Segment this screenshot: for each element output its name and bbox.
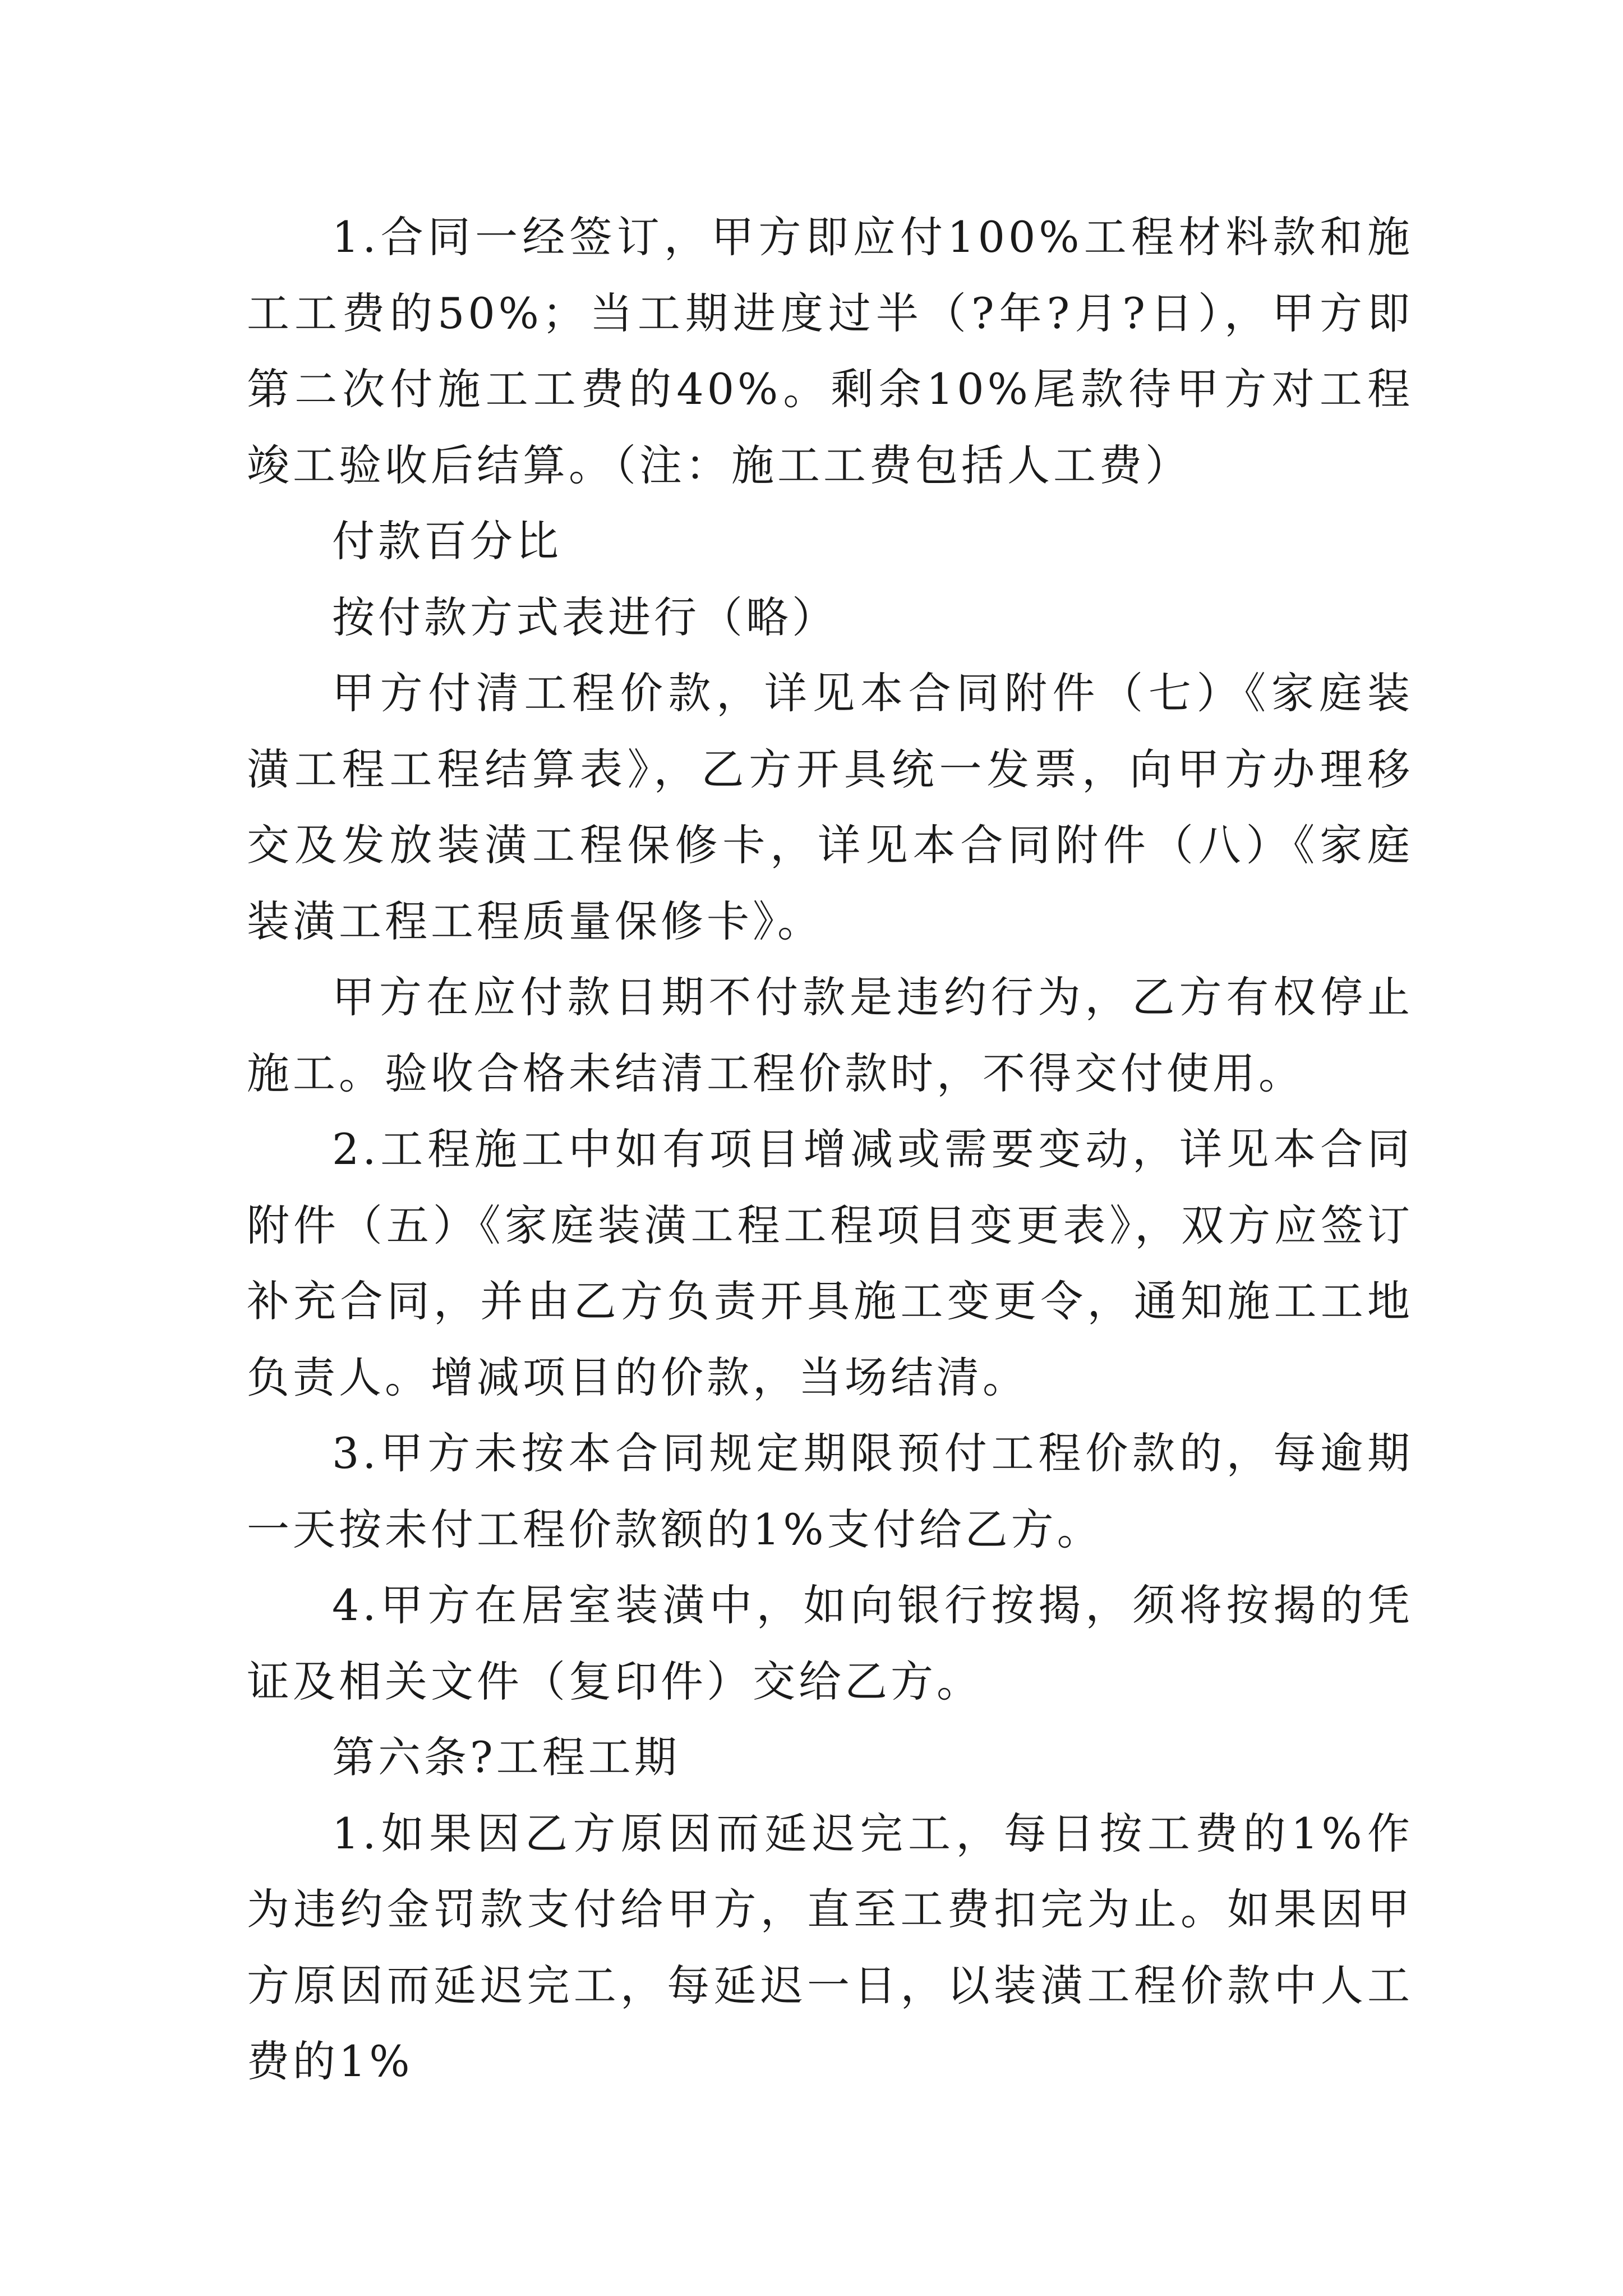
section-heading-article-6: 第六条?工程工期 [332, 1732, 680, 1782]
paragraph-default: 甲方在应付款日期不付款是违约行为，乙方有权停止施工。验收合格未结清工程价款时，不得交付使用。 [247, 972, 1413, 1098]
paragraph-late-payment: 3.甲方未按本合同规定期限预付工程价款的，每逾期一天按未付工程价款额的1%支付给乙方。 [247, 1428, 1413, 1554]
paragraph-delay-penalty: 1.如果因乙方原因而延迟完工，每日按工费的1%作为违约金罚款支付给甲方，直至工费扣完为止。如果因甲方原因而延迟完工，每延迟一日，以装潢工程价款中人工费的1% [247, 1808, 1413, 2086]
paragraph-payment-method: 按付款方式表进行（略） [332, 592, 838, 642]
paragraph-payment-terms: 1.合同一经签订，甲方即应付100%工程材料款和施工工费的50%；当工期进度过半（?年?月?日），甲方即第二次付施工工费的40%。剩余10%尾款待甲方对工程竣工验收后结算。（注：施工工费包括人工费） [247, 212, 1413, 490]
paragraph-mortgage: 4.甲方在居室装潢中，如向银行按揭，须将按揭的凭证及相关文件（复印件）交给乙方。 [247, 1580, 1413, 1706]
paragraph-payment-percentage: 付款百分比 [332, 516, 562, 566]
paragraph-changes: 2.工程施工中如有项目增减或需要变动，详见本合同附件（五）《家庭装潢工程工程项目变更表》，双方应签订补充合同，并由乙方负责开具施工变更令，通知施工工地负责人。增减项目的价款，当场结清。 [247, 1124, 1413, 1402]
paragraph-settlement: 甲方付清工程价款，详见本合同附件（七）《家庭装潢工程工程结算表》，乙方开具统一发票，向甲方办理移交及发放装潢工程保修卡，详见本合同附件（八）《家庭装潢工程工程质量保修卡》。 [247, 668, 1413, 946]
document-body [247, 199, 1413, 2100]
